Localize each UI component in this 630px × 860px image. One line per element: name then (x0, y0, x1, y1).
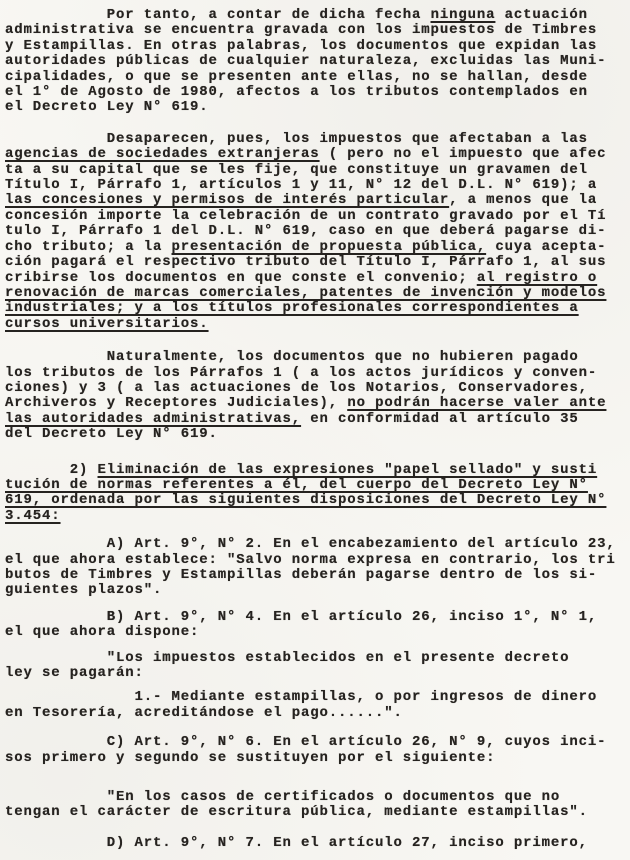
text-segment: Desaparecen, pues, los impuestos que afectaban a las (5, 130, 588, 147)
text-segment: el 1° de Agosto de 1980, afectos a los tributos contemplados en (5, 84, 588, 101)
text-line (5, 301, 630, 316)
text-segment: ción pagará el respectivo tributo del Título I, Párrafo 1, al sus (5, 254, 607, 271)
text-line (5, 610, 630, 625)
underlined-text: al registro o (476, 269, 598, 286)
item-d (5, 836, 630, 851)
text-line (5, 583, 630, 598)
text-line (5, 255, 630, 270)
item-c (5, 735, 630, 766)
text-line (5, 666, 630, 681)
text-segment: B) Art. 9°, N° 4. En el artículo 26, inciso 1°, N° 1, (5, 608, 598, 625)
underlined-text: las concesiones y permisos de interés particular (5, 192, 450, 209)
text-line (5, 224, 630, 239)
text-line (5, 350, 630, 365)
text-segment: cho tributo; a la (5, 238, 172, 255)
text-segment: ta a su capital que se les fije, que constituye un gravamen del (5, 161, 588, 178)
text-line (5, 836, 630, 851)
text-line (5, 39, 630, 54)
text-line (5, 706, 630, 721)
text-segment: en Tesorería, acreditándose el pago......". (5, 704, 403, 721)
text-segment: "Los impuestos establecidos en el presente decreto (5, 649, 570, 666)
text-segment: 1.- Mediante estampillas, o por ingresos de dinero (5, 689, 598, 706)
text-line (5, 366, 630, 381)
text-segment: 2) (5, 461, 98, 478)
text-line (5, 147, 630, 162)
text-segment: tengan el carácter de escritura pública, mediante estampillas". (5, 804, 588, 821)
text-segment: administrativa se encuentra gravada con los impuestos de Timbres (5, 22, 598, 39)
text-line (5, 240, 630, 255)
text-segment: Por tanto, a contar de dicha fecha (5, 7, 431, 23)
text-segment: autoridades públicas de cualquier naturaleza, excluidas las Muni- (5, 53, 607, 70)
text-segment: el que ahora establece: "Salvo norma expresa en contrario, los tri (5, 551, 616, 568)
underlined-text: ninguna (430, 7, 496, 23)
underlined-text: cursos universitarios. (5, 315, 209, 332)
section-2-heading (5, 463, 630, 525)
text-line (5, 553, 630, 568)
item-1-estampillas (5, 690, 630, 721)
text-segment: butos de Timbres y Estampillas deberán pagarse dentro de los si- (5, 567, 598, 583)
text-line (5, 209, 630, 224)
text-segment: cribirse los documentos en que conste el convenio; (5, 269, 477, 286)
text-segment: C) Art. 9°, N° 6. En el artículo 26, N° 9, cuyos inci- (5, 734, 607, 751)
text-line (5, 193, 630, 208)
text-segment: tulo I, Párrafo 1 del D.L. N° 619, caso en que deberá pagarse di- (5, 223, 607, 240)
text-segment: ciones) y 3 ( a las actuaciones de los Notarios, Conservadores, (5, 379, 588, 396)
text-line (5, 163, 630, 178)
text-segment: sos primero y segundo se sustituyen por el siguiente: (5, 749, 496, 766)
paragraph-3 (5, 350, 630, 442)
text-segment: D) Art. 9°, N° 7. En el artículo 27, inciso primero, (5, 834, 588, 851)
text-line (5, 509, 630, 524)
text-segment: los tributos de los Párrafos 1 ( a los actos jurídicos y conven- (5, 364, 598, 381)
text-segment: cuya acepta- (486, 238, 607, 255)
text-segment: del Decreto Ley N° 619. (5, 426, 218, 443)
text-line (5, 625, 630, 640)
paragraph-2 (5, 132, 630, 332)
text-line (5, 317, 630, 332)
paragraph-1 (5, 8, 630, 116)
text-line (5, 132, 630, 147)
text-line (5, 412, 630, 427)
underlined-text: Eliminación de las expresiones "papel sellado" y susti (97, 461, 598, 478)
text-segment: concesión importe la celebración de un contrato gravado por el Tí (5, 207, 607, 224)
text-line (5, 463, 630, 478)
text-segment: "En los casos de certificados o documentos que no (5, 789, 561, 806)
text-line (5, 690, 630, 705)
text-line (5, 537, 630, 552)
text-line (5, 100, 630, 115)
text-line (5, 493, 630, 508)
text-line (5, 751, 630, 766)
text-segment: Título I, Párrafo 1, artículos 1 y 11, N° 12 del D.L. N° 619); a (5, 177, 598, 194)
text-segment: el que ahora dispone: (5, 624, 200, 641)
quote-certificados (5, 790, 630, 821)
text-segment: el Decreto Ley N° 619. (5, 99, 209, 116)
quote-impuestos (5, 651, 630, 682)
text-segment: ley se pagarán: (5, 665, 144, 682)
text-segment: en conformidad al artículo 35 (301, 410, 579, 427)
text-segment: ( pero no el impuesto que afec (319, 146, 607, 163)
text-segment: , a menos que la (449, 192, 598, 209)
text-segment: cipalidades, o que se presenten ante ellas, no se hallan, desde (5, 68, 588, 85)
underlined-text: agencias de sociedades extranjeras (5, 146, 320, 163)
item-b (5, 610, 630, 641)
text-line (5, 396, 630, 411)
text-segment: y Estampillas. En otras palabras, los documentos que expidan las (5, 37, 598, 54)
text-line (5, 735, 630, 750)
underlined-text: presentación de propuesta pública, (171, 238, 487, 255)
item-a (5, 537, 630, 599)
document-body (5, 8, 630, 851)
underlined-text: industriales; y a los títulos profesionales correspondientes a (5, 300, 579, 317)
underlined-text: tución de normas referentes a él, del cuerpo del Decreto Ley N° (5, 476, 588, 493)
underlined-text: 619, ordenada por las siguientes disposiciones del Decreto Ley N° (5, 492, 607, 509)
text-line (5, 271, 630, 286)
text-segment: actuación (495, 7, 588, 23)
text-segment: guientes plazos". (5, 582, 163, 599)
text-segment: Naturalmente, los documentos que no hubieren pagado (5, 349, 579, 366)
text-line (5, 805, 630, 820)
underlined-text: las autoridades administrativas, (5, 410, 302, 427)
text-segment: Archiveros y Receptores Judiciales), (5, 395, 348, 412)
underlined-text: no podrán hacerse valer ante (347, 395, 607, 412)
text-line (5, 651, 630, 666)
text-segment: A) Art. 9°, N° 2. En el encabezamiento del artículo 23, (5, 536, 616, 553)
text-line (5, 54, 630, 69)
text-line (5, 427, 630, 442)
text-line (5, 23, 630, 38)
text-line (5, 70, 630, 85)
underlined-text: renovación de marcas comerciales, patentes de invención y modelos (5, 284, 607, 301)
underlined-text: 3.454: (5, 507, 61, 524)
text-line (5, 286, 630, 301)
